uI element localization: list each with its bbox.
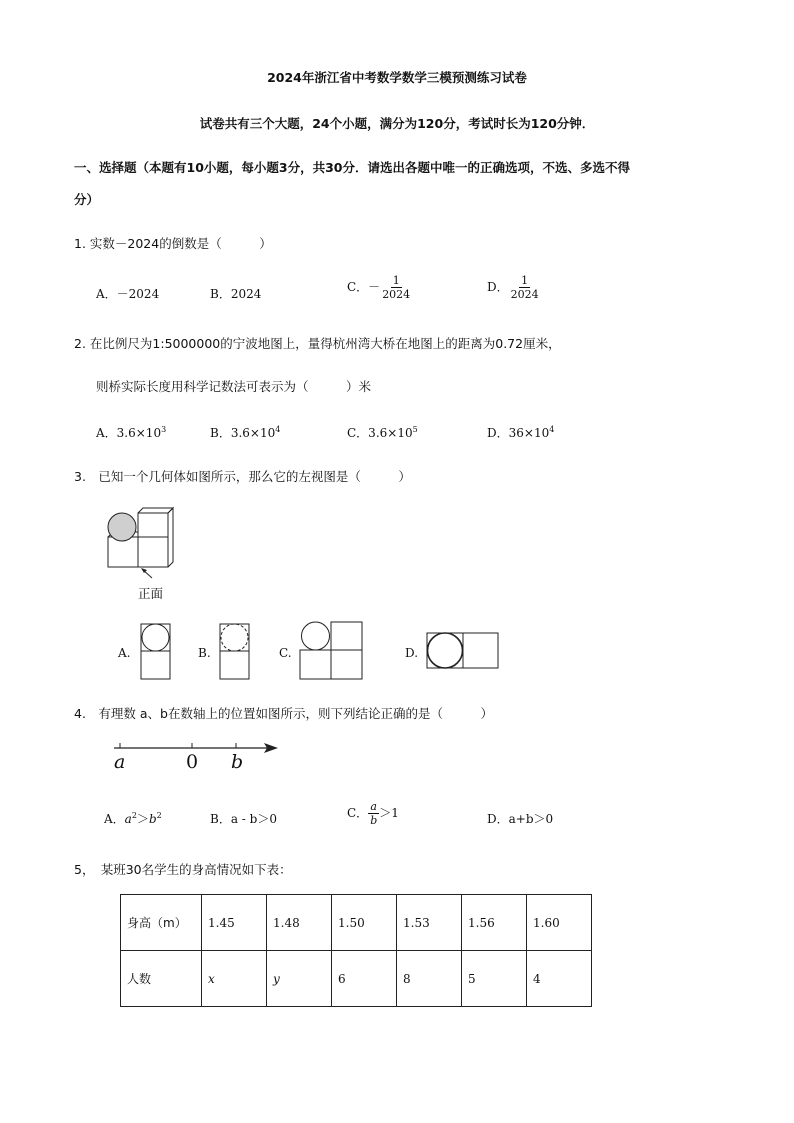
q2-option-c-text: C．3.6×10 — [347, 426, 413, 440]
q2-option-a — [96, 424, 166, 441]
table-cell: 6 — [332, 951, 397, 1007]
axis-label-a: a — [114, 751, 126, 773]
section-heading-line1: 一、选择题（本题有10小题，每小题3分，共30分．请选出各题中唯一的正确选项，不选、多选不得 — [74, 160, 630, 175]
q3-option-a-label: A. — [118, 646, 131, 660]
q4-option-c-rest: ＞1 — [379, 806, 399, 820]
table-row-counts — [121, 951, 592, 1007]
q4-option-c — [347, 800, 399, 827]
q4-option-a-label: A． — [104, 812, 125, 826]
table-cell: 4 — [527, 951, 592, 1007]
q1-option-d-fraction — [509, 274, 541, 301]
exponent: 4 — [549, 425, 555, 434]
question-2-stem-line2: 则桥实际长度用科学记数法可表示为（ ）米 — [96, 379, 372, 394]
exponent: 5 — [412, 425, 418, 434]
axis-label-zero: 0 — [186, 751, 199, 773]
question-2-stem-line1: 2. 在比例尺为1:5000000的宁波地图上，量得杭州湾大桥在地图上的距离为0.72厘米， — [74, 336, 561, 351]
front-arrow — [138, 566, 158, 582]
q1-option-d — [487, 274, 541, 301]
table-header-count: 人数 — [121, 951, 202, 1007]
q2-option-b-text: B．3.6×10 — [210, 426, 276, 440]
front-label: 正面 — [138, 586, 164, 601]
q1-option-a: A．－2024 — [96, 287, 160, 301]
q2-option-d — [487, 424, 554, 441]
q2-option-b — [210, 424, 280, 441]
fraction-denominator: 2024 — [382, 288, 411, 301]
question-3-stem: 3. 已知一个几何体如图所示，那么它的左视图是（ ） — [74, 469, 411, 484]
fraction-numerator: 1 — [521, 274, 529, 287]
exam-title: 2024年浙江省中考数学数学三模预测练习试卷 — [267, 70, 527, 85]
var-a: a — [124, 812, 132, 826]
q4-option-c-fraction — [368, 800, 379, 827]
q1-option-c — [347, 274, 412, 301]
table-cell: y — [267, 951, 332, 1007]
cube-side — [168, 508, 173, 567]
top-cube-top — [138, 508, 173, 513]
exponent: 2 — [156, 811, 162, 820]
q2-option-a-text: A．3.6×10 — [96, 426, 162, 440]
q4-option-d: D．a+b＞0 — [487, 812, 554, 826]
question-5-stem: 5， 某班30名学生的身高情况如下表： — [74, 862, 292, 877]
table-cell: 1.50 — [332, 895, 397, 951]
table-cell: 5 — [462, 951, 527, 1007]
q1-option-b: B．2024 — [210, 287, 262, 301]
q4-option-b: B．a - b＞0 — [210, 812, 277, 826]
question-4-stem: 4. 有理数 a、b在数轴上的位置如图所示，则下列结论正确的是（ ） — [74, 706, 493, 721]
q2-option-d-text: D．36×10 — [487, 426, 550, 440]
table-cell: 1.53 — [397, 895, 462, 951]
var-b: b — [148, 812, 157, 826]
height-table — [120, 894, 592, 1007]
q3-option-b-label: B. — [198, 646, 211, 660]
exponent: 2 — [131, 811, 137, 820]
axis-label-b: b — [231, 751, 244, 773]
table-row-heights — [121, 895, 592, 951]
table-cell: 1.56 — [462, 895, 527, 951]
exam-subtitle: 试卷共有三个大题，24个小题，满分为120分，考试时长为120分钟． — [199, 116, 595, 131]
q1-option-d-label: D． — [487, 280, 509, 294]
front-right-cube — [138, 537, 168, 567]
q3-option-c-label: C. — [279, 646, 292, 660]
table-cell: 1.45 — [202, 895, 267, 951]
section-heading-line2: 分） — [74, 192, 100, 207]
table-header-height: 身高（m） — [121, 895, 202, 951]
q1-option-c-label: C．－ — [347, 280, 381, 294]
q3-option-d-figure — [426, 632, 500, 670]
fraction-denominator: 2024 — [510, 288, 539, 301]
exponent: 4 — [275, 425, 281, 434]
q1-option-c-fraction — [380, 274, 412, 301]
top-cube-face — [138, 513, 168, 537]
fraction-denominator: b — [370, 814, 378, 827]
q3-option-c-figure — [299, 621, 365, 681]
q4-option-c-label: C． — [347, 806, 369, 820]
fraction-numerator: a — [370, 800, 377, 813]
exponent: 3 — [161, 425, 167, 434]
table-cell: 1.48 — [267, 895, 332, 951]
question-1-stem: 1. 实数－2024的倒数是（ ） — [74, 236, 272, 251]
table-cell: 1.60 — [527, 895, 592, 951]
q4-option-a — [104, 810, 162, 827]
table-cell: x — [202, 951, 267, 1007]
q2-option-c — [347, 424, 418, 441]
front-left-cube — [108, 537, 138, 567]
table-cell: 8 — [397, 951, 462, 1007]
q3-option-a-figure — [140, 623, 172, 681]
fraction-numerator: 1 — [392, 274, 400, 287]
q3-option-d-label: D. — [405, 646, 419, 660]
sphere — [108, 513, 136, 541]
gt-sign: ＞ — [136, 812, 149, 826]
q3-option-b-figure — [219, 623, 251, 681]
